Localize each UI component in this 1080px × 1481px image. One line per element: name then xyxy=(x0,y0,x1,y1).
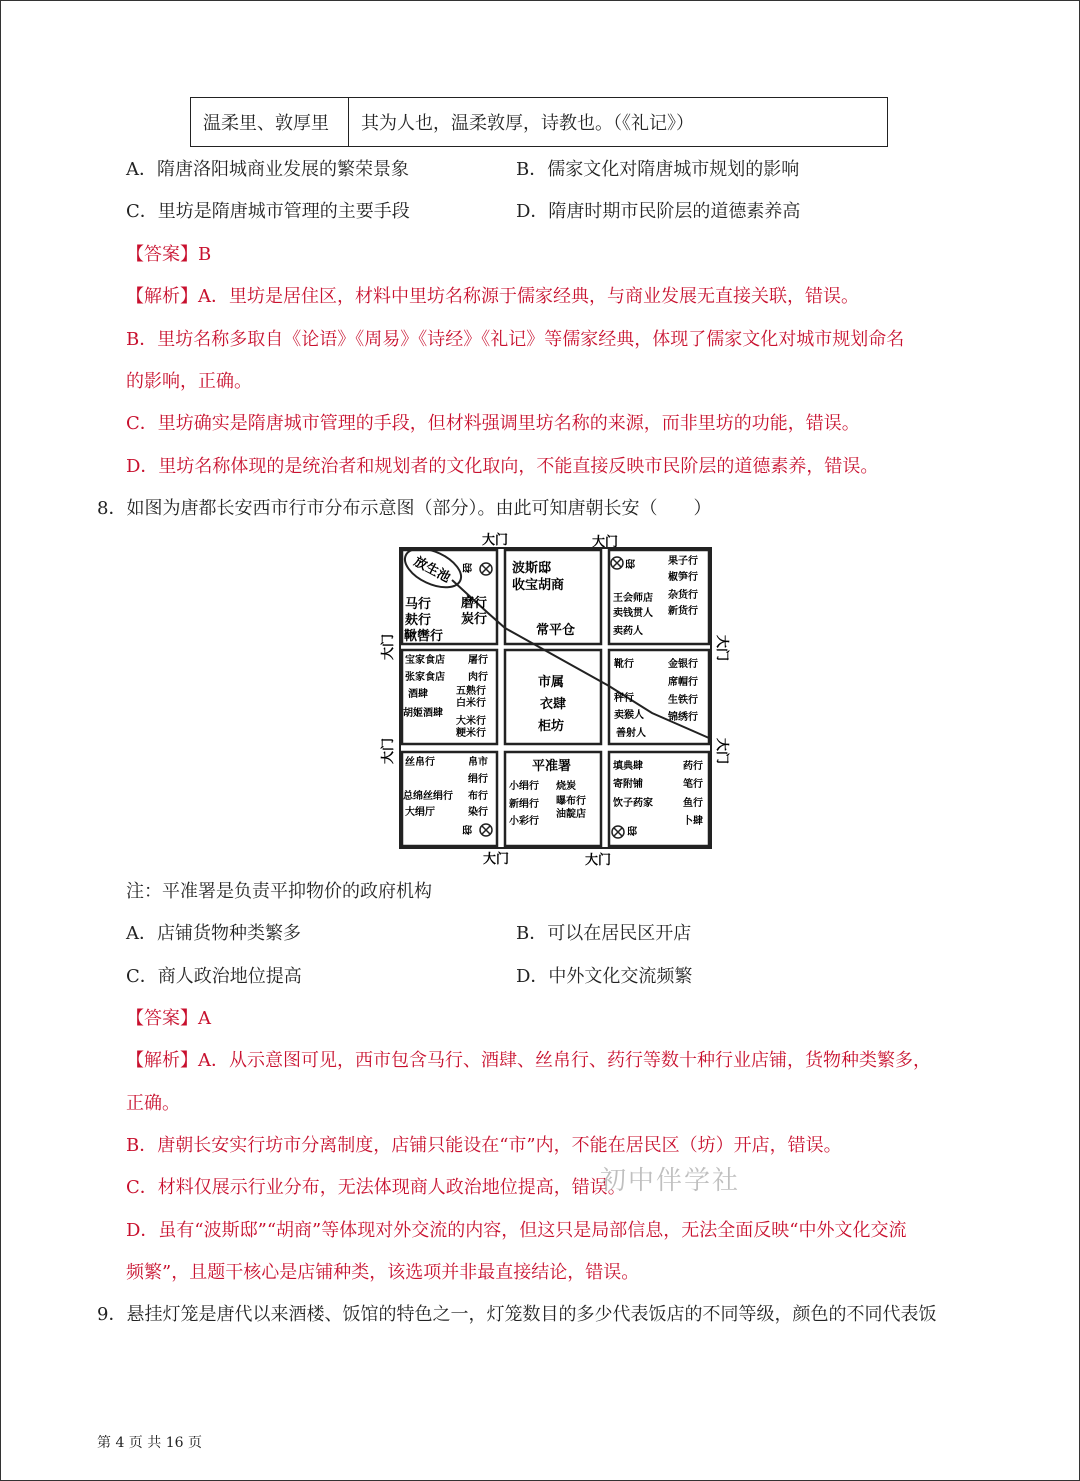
page-footer: 第 4 页 共 16 页 xyxy=(97,1435,202,1451)
map-text: 药行 xyxy=(683,761,703,772)
map-text: 酒肆 xyxy=(408,689,428,700)
map-text: 邸 xyxy=(462,826,472,837)
map-text: 席帽行 xyxy=(668,677,698,688)
map-text: 王会师店 xyxy=(613,593,653,604)
q8-analysis-line-6: 频繁”，且题干核心是店铺种类，该选项并非最直接结论，错误。 xyxy=(126,1262,640,1283)
map-text: 大绢厅 xyxy=(405,807,435,818)
map-text: 鞦辔行 xyxy=(404,629,444,644)
table-cell-quote: 其为人也，温柔敦厚，诗教也。（《礼记》） xyxy=(349,98,888,147)
map-text: 宝家食店 xyxy=(405,655,445,666)
map-text: 波斯邸 xyxy=(512,561,552,576)
q7-analysis-line-5: D．里坊名称体现的是统治者和规划者的文化取向，不能直接反映市民阶层的道德素养，错误。 xyxy=(126,456,879,477)
map-text: 鱼行 xyxy=(683,798,703,809)
q7-analysis-line-1: 【解析】A．里坊是居住区，材料中里坊名称源于儒家经典，与商业发展无直接关联，错误。 xyxy=(126,286,859,307)
map-text: 杂货行 xyxy=(668,590,698,601)
map-text: 生铁行 xyxy=(668,695,698,706)
watermark: 初中伴学社 xyxy=(600,1166,741,1196)
map-text: 果子行 xyxy=(668,556,698,567)
map-text: 邸 xyxy=(462,564,472,575)
q7-option-b[interactable]: B．儒家文化对隋唐城市规划的影响 xyxy=(516,159,800,180)
q8-analysis-line-3: B．唐朝长安实行坊市分离制度，店铺只能设在“市”内，不能在居民区（坊）开店，错误。 xyxy=(126,1135,842,1156)
map-text: 邸 xyxy=(627,827,637,838)
quote-table xyxy=(190,97,888,147)
map-text: 胡姬酒肆 xyxy=(403,708,443,719)
q8-option-c[interactable]: C．商人政治地位提高 xyxy=(126,966,302,987)
q7-option-a[interactable]: A．隋唐洛阳城商业发展的繁荣景象 xyxy=(126,159,409,180)
map-text: 平准署 xyxy=(532,759,572,774)
map-text: 笔行 xyxy=(683,779,703,790)
q8-analysis-line-1: 【解析】A．从示意图可见，西市包含马行、酒肆、丝帛行、药行等数十种行业店铺，货物种类繁多， xyxy=(126,1050,931,1071)
q8-option-a[interactable]: A．店铺货物种类繁多 xyxy=(126,923,301,944)
map-text: 小绢行 xyxy=(509,781,539,792)
gate-left-bottom: 大门 xyxy=(381,737,396,764)
map-text: 屠行 xyxy=(468,655,488,666)
q7-analysis-line-4: C．里坊确实是隋唐城市管理的手段，但材料强调里坊名称的来源，而非里坊的功能，错误。 xyxy=(126,413,860,434)
map-text: 寄附铺 xyxy=(613,779,643,790)
map-text: 帛市 xyxy=(468,757,488,768)
q8-stem: 8．如图为唐都长安西市行市分布示意图（部分）。由此可知唐朝长安（ ） xyxy=(97,498,712,519)
pond-label: 放生池 xyxy=(411,554,453,586)
q9-stem: 9．悬挂灯笼是唐代以来酒楼、饭馆的特色之一，灯笼数目的多少代表饭店的不同等级，颜色的不同代表饭 xyxy=(97,1304,937,1325)
map-text: 布行 xyxy=(468,791,488,802)
q8-note: 注：平准署是负责平抑物价的政府机构 xyxy=(126,881,432,902)
map-text: 白米行 xyxy=(456,698,486,709)
gate-bottom-right: 大门 xyxy=(585,853,612,868)
map-text: 大米行 xyxy=(456,716,486,727)
map-text: 柜坊 xyxy=(538,719,565,734)
map-text: 市属 xyxy=(538,675,565,690)
map-text: 磨行 xyxy=(461,596,488,611)
map-text: 总绵丝绢行 xyxy=(403,791,453,802)
q7-option-c[interactable]: C．里坊是隋唐城市管理的主要手段 xyxy=(126,201,410,222)
gate-right-top: 大门 xyxy=(714,635,729,662)
gate-top-left: 大门 xyxy=(482,533,509,548)
q7-analysis-line-2: B．里坊名称多取自《论语》《周易》《诗经》《礼记》等儒家经典，体现了儒家文化对城市规划命名 xyxy=(126,329,905,350)
gate-right-bottom: 大门 xyxy=(714,738,729,765)
q7-analysis-line-3: 的影响，正确。 xyxy=(126,371,252,392)
map-text: 油靛店 xyxy=(556,809,586,820)
map-text: 金银行 xyxy=(668,659,698,670)
q8-option-d[interactable]: D．中外文化交流频繁 xyxy=(516,966,693,987)
map-text: 秤行 xyxy=(614,693,634,704)
map-text: 填典肆 xyxy=(613,761,643,772)
q8-analysis-line-2: 正确。 xyxy=(126,1093,180,1114)
map-text: 丝帛行 xyxy=(405,757,435,768)
map-text: 小彩行 xyxy=(509,816,539,827)
map-text: 肉行 xyxy=(468,672,488,683)
q8-answer: 【答案】A xyxy=(126,1008,211,1029)
q8-option-b[interactable]: B．可以在居民区开店 xyxy=(516,923,692,944)
map-text: 炭行 xyxy=(461,612,488,627)
map-text: 椒笋行 xyxy=(668,572,698,583)
gate-bottom-left: 大门 xyxy=(483,852,510,867)
map-text: 邸 xyxy=(625,560,635,571)
q7-option-d[interactable]: D．隋唐时期市民阶层的道德素养高 xyxy=(516,201,801,222)
map-text: 麸行 xyxy=(405,613,432,628)
map-text: 染行 xyxy=(468,807,488,818)
map-text: 新绢行 xyxy=(509,799,539,810)
map-text: 马行 xyxy=(405,597,432,612)
map-text: 常平仓 xyxy=(536,623,576,638)
map-text: 卖药人 xyxy=(613,626,643,637)
map-text: 曝布行 xyxy=(556,796,586,807)
map-text: 靴行 xyxy=(614,659,634,670)
map-text: 善射人 xyxy=(616,728,646,739)
table-cell-place: 温柔里、敦厚里 xyxy=(191,98,349,147)
map-text: 卜肆 xyxy=(683,816,703,827)
q8-analysis-line-4: C．材料仅展示行业分布，无法体现商人政治地位提高，错误。 xyxy=(126,1177,626,1198)
map-text: 张家食店 xyxy=(405,672,445,683)
map-text: 五熟行 xyxy=(456,686,486,697)
map-text: 绢行 xyxy=(468,774,488,785)
map-graphic xyxy=(380,532,730,868)
west-market-map xyxy=(0,528,1080,868)
gate-top-right: 大门 xyxy=(592,535,619,550)
map-text: 饮子药家 xyxy=(613,798,653,809)
q8-analysis-line-5: D．虽有“波斯邸”“胡商”等体现对外交流的内容，但这只是局部信息，无法全面反映“中外文化交流 xyxy=(126,1220,907,1241)
map-text: 锦绣行 xyxy=(668,712,698,723)
map-text: 卖猴人 xyxy=(614,710,644,721)
map-text: 烧炭 xyxy=(556,781,576,792)
q7-answer: 【答案】B xyxy=(126,244,212,265)
map-text: 新货行 xyxy=(668,606,698,617)
map-text: 收宝胡商 xyxy=(512,578,565,593)
gate-left-top: 大门 xyxy=(381,633,396,660)
map-text: 衣肆 xyxy=(540,697,567,712)
map-text: 粳米行 xyxy=(456,728,486,739)
map-text: 卖钱贯人 xyxy=(613,608,653,619)
